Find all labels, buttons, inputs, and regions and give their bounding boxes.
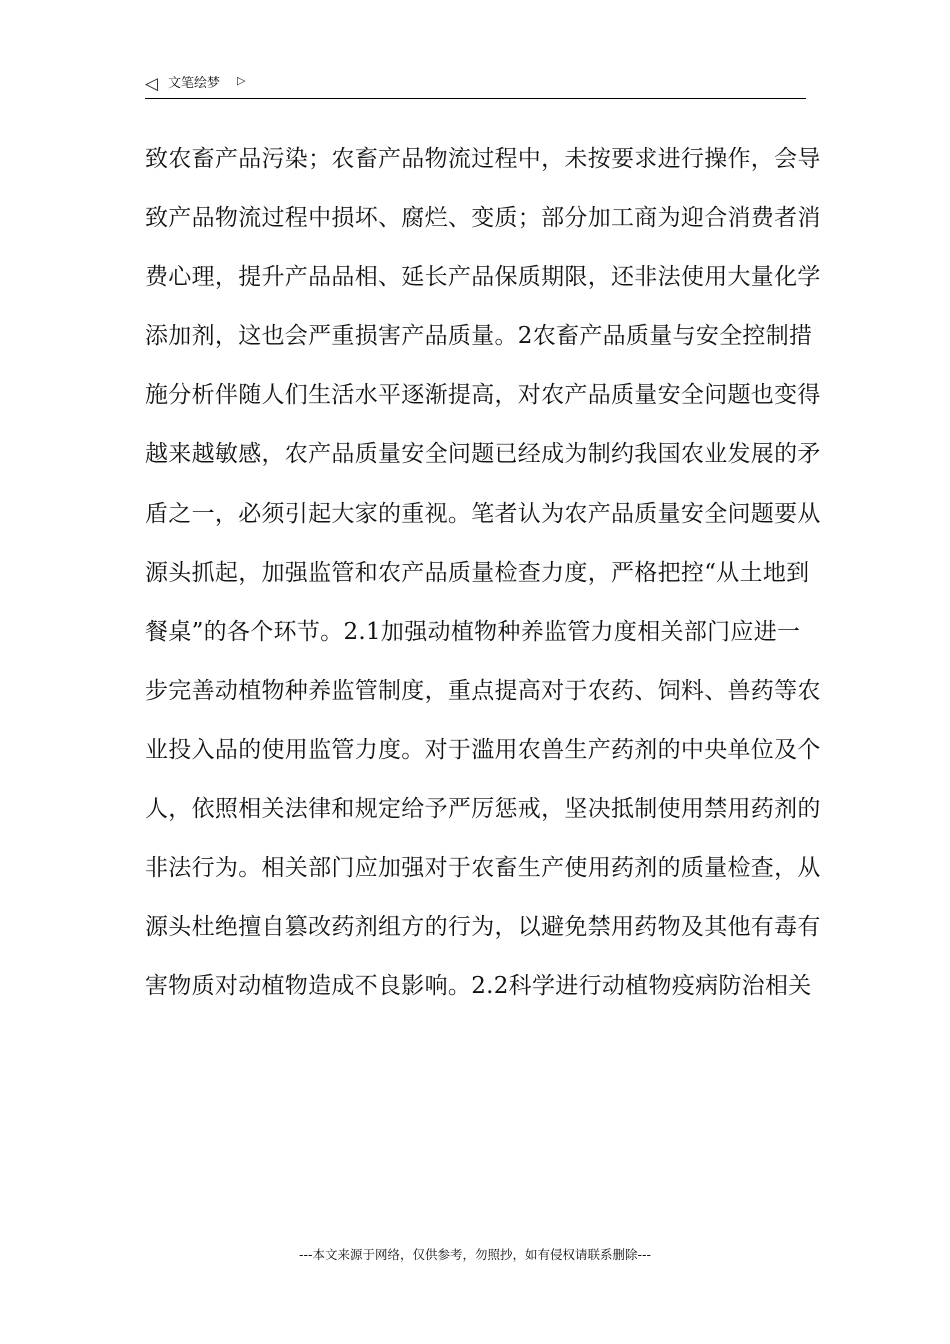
text-line: 致产品物流过程中损坏、腐烂、变质；部分加工商为迎合消费者消 bbox=[145, 205, 821, 232]
left-triangle-icon: ◁ bbox=[145, 74, 159, 94]
text-line: 餐桌”的各个环节。2.1加强动植物种养监管力度相关部门应进一 bbox=[145, 618, 801, 645]
document-body bbox=[145, 130, 821, 1016]
header-brand: 文笔绘梦 bbox=[168, 76, 221, 91]
text-line: 添加剂，这也会严重损害产品质量。2农畜产品质量与安全控制措 bbox=[145, 323, 813, 350]
right-triangle-icon: ▷ bbox=[237, 74, 246, 87]
text-line: 业投入品的使用监管力度。对于滥用农兽生产药剂的中央单位及个 bbox=[145, 736, 821, 763]
text-line: 害物质对动植物造成不良影响。2.2科学进行动植物疫病防治相关 bbox=[145, 973, 812, 1000]
text-line: 致农畜产品污染；农畜产品物流过程中，未按要求进行操作，会导 bbox=[145, 146, 821, 172]
text-line: 人，依照相关法律和规定给予严厉惩戒，坚决抵制使用禁用药剂的 bbox=[145, 796, 821, 823]
text-line: 施分析伴随人们生活水平逐渐提高，对农产品质量安全问题也变得 bbox=[145, 382, 821, 409]
text-line: 越来越敏感，农产品质量安全问题已经成为制约我国农业发展的矛 bbox=[145, 441, 821, 468]
text-line: 源头杜绝擅自篡改药剂组方的行为，以避免禁用药物及其他有毒有 bbox=[145, 914, 821, 941]
text-line: 费心理，提升产品品相、延长产品保质期限，还非法使用大量化学 bbox=[145, 264, 821, 291]
text-line: 源头抓起，加强监管和农产品质量检查力度，严格把控“从土地到 bbox=[145, 559, 810, 586]
text-line: 步完善动植物种养监管制度，重点提高对于农药、饲料、兽药等农 bbox=[145, 677, 821, 704]
text-line: 盾之一，必须引起大家的重视。笔者认为农产品质量安全问题要从 bbox=[145, 500, 821, 527]
text-line: 非法行为。相关部门应加强对于农畜生产使用药剂的质量检查，从 bbox=[145, 855, 821, 882]
page-header bbox=[145, 72, 806, 99]
footer-disclaimer: ---本文来源于网络，仅供参考，勿照抄，如有侵权请联系删除--- bbox=[298, 1247, 652, 1262]
